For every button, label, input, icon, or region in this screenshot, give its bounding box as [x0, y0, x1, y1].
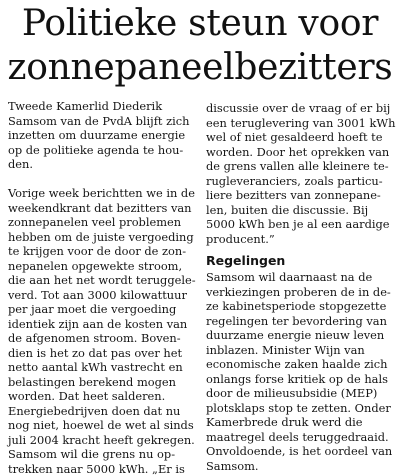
- text-line: maatregel deels teruggedraaid.: [206, 430, 396, 445]
- text-line: nog niet, hoewel de wet al sinds: [8, 418, 196, 433]
- text-line: netto aantal kWh vastrecht en: [8, 360, 196, 375]
- section-subheading: Regelingen: [206, 252, 396, 269]
- intro-paragraph: [8, 99, 196, 172]
- text-line: de grens vallen alle kleinere te-: [206, 159, 396, 174]
- text-line: worden. Dat heet salderen.: [8, 389, 196, 404]
- text-line: discussie over de vraag of er bij: [206, 101, 396, 116]
- text-line: de afgenomen stroom. Boven-: [8, 331, 196, 346]
- body-paragraph: [206, 101, 396, 246]
- text-line: nepanelen opgewekte stroom,: [8, 259, 196, 274]
- text-line: len, buiten die discussie. Bij: [206, 203, 396, 218]
- text-line: belastingen berekend mogen: [8, 375, 196, 390]
- headline-line-1: Politieke steun voor: [0, 2, 400, 46]
- text-line: weekendkrant dat bezitters van: [8, 201, 196, 216]
- text-line: trekken naar 5000 kWh. „Er is: [8, 462, 196, 476]
- text-line: Energiebedrijven doen dat nu: [8, 404, 196, 419]
- headline-line-2: zonnepaneelbezitters: [0, 46, 400, 90]
- text-line: Kamerbrede druk werd die: [206, 415, 396, 430]
- text-line: Vorige week berichtten we in de: [8, 186, 196, 201]
- text-line: producent.”: [206, 232, 396, 247]
- text-line: inblazen. Minister Wijn van: [206, 343, 396, 358]
- text-line: onlangs forse kritiek op de hals: [206, 372, 396, 387]
- text-line: dien is het zo dat pas over het: [8, 346, 196, 361]
- text-line: duurzame energie nieuw leven: [206, 328, 396, 343]
- text-line: een teruglevering van 3001 kWh: [206, 116, 396, 131]
- text-line: wel of niet gesaldeerd hoeft te: [206, 130, 396, 145]
- text-line: juli 2004 kracht heeft gekregen.: [8, 433, 196, 448]
- text-line: Samsom wil daarnaast na de: [206, 270, 396, 285]
- text-line: identiek zijn aan de kosten van: [8, 317, 196, 332]
- text-line: 5000 kWh ben je al een aardige: [206, 217, 396, 232]
- text-line: den.: [8, 157, 196, 172]
- text-line: door de milieusubsidie (MEP): [206, 386, 396, 401]
- text-line: zonnepanelen veel problemen: [8, 215, 196, 230]
- article-column-right: [206, 101, 396, 473]
- text-line: per jaar moet die vergoeding: [8, 302, 196, 317]
- headline: [0, 2, 400, 90]
- text-line: worden. Door het oprekken van: [206, 145, 396, 160]
- article-column-left: [8, 99, 196, 476]
- body-paragraph: [206, 270, 396, 473]
- text-line: Samsom wil die grens nu op-: [8, 447, 196, 462]
- body-paragraph: [8, 186, 196, 476]
- paragraph-gap: [8, 172, 196, 187]
- text-line: rugleveranciers, zoals particu-: [206, 174, 396, 189]
- text-line: Samsom.: [206, 459, 396, 474]
- text-line: hebben om de juiste vergoeding: [8, 230, 196, 245]
- text-line: verkiezingen proberen de in de-: [206, 285, 396, 300]
- text-line: regelingen ter bevordering van: [206, 314, 396, 329]
- text-line: liere bezitters van zonnepane-: [206, 188, 396, 203]
- text-line: die aan het net wordt teruggele-: [8, 273, 196, 288]
- text-line: te krijgen voor de door de zon-: [8, 244, 196, 259]
- text-line: economische zaken haalde zich: [206, 357, 396, 372]
- text-line: Tweede Kamerlid Diederik: [8, 99, 196, 114]
- text-line: inzetten om duurzame energie: [8, 128, 196, 143]
- text-line: Samsom van de PvdA blijft zich: [8, 114, 196, 129]
- text-line: Onvoldoende, is het oordeel van: [206, 444, 396, 459]
- text-line: verd. Tot aan 3000 kilowattuur: [8, 288, 196, 303]
- text-line: plotsklaps stop te zetten. Onder: [206, 401, 396, 416]
- text-line: op de politieke agenda te hou-: [8, 143, 196, 158]
- text-line: ze kabinetsperiode stopgezette: [206, 299, 396, 314]
